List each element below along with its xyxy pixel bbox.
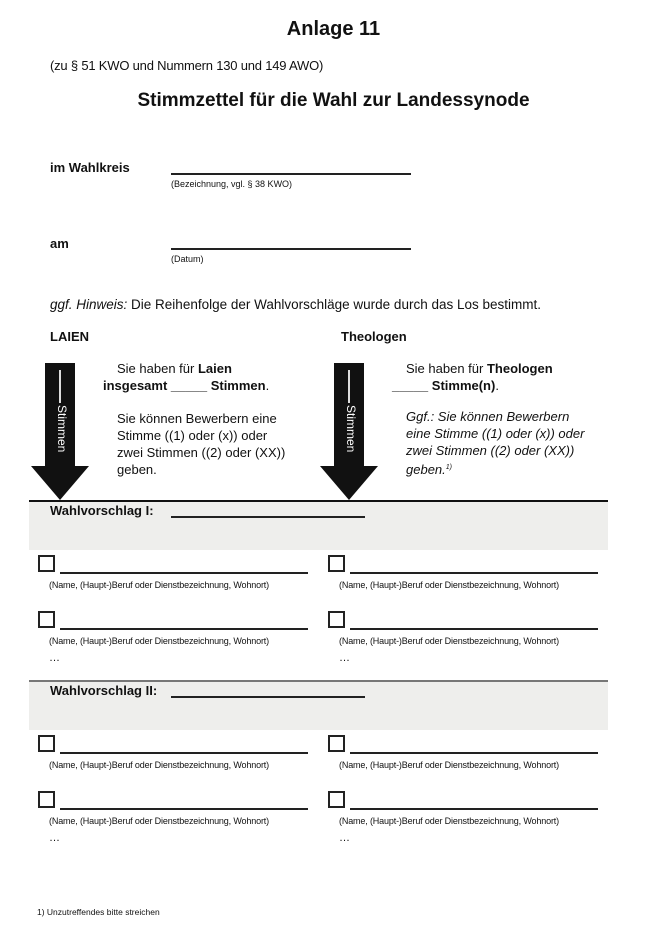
laien-instructions xyxy=(117,410,285,478)
laien-heading: LAIEN xyxy=(50,329,89,344)
theologen-arrow-label: Stimmen xyxy=(344,405,358,453)
theologen-line2-bold: Stimme(n) xyxy=(428,378,496,393)
candidate-row xyxy=(328,611,608,661)
theologen-line1-bold: Theologen xyxy=(486,361,553,376)
laien-line2-post: . xyxy=(265,378,270,393)
theologen-votes-line1 xyxy=(406,360,553,377)
candidate-row xyxy=(328,555,608,605)
laien-line2-bold: Stimmen xyxy=(207,378,266,393)
theologen-instr-line: Ggf.: Sie können Bewerbern xyxy=(406,409,570,424)
candidate-hint: (Name, (Haupt-)Beruf oder Dienstbezeichnung, Wohnort) xyxy=(339,636,559,646)
candidate-checkbox[interactable] xyxy=(38,611,55,628)
candidate-checkbox[interactable] xyxy=(38,735,55,752)
page-title: Anlage 11 xyxy=(286,18,381,40)
datum-hint: (Datum) xyxy=(171,254,204,264)
candidate-name-line[interactable] xyxy=(60,572,308,574)
candidate-name-line[interactable] xyxy=(60,628,308,630)
more-candidates-ellipsis: … xyxy=(339,832,351,844)
candidate-checkbox[interactable] xyxy=(328,611,345,628)
candidate-name-line[interactable] xyxy=(60,752,308,754)
more-candidates-ellipsis: … xyxy=(49,832,61,844)
candidate-hint: (Name, (Haupt-)Beruf oder Dienstbezeichnung, Wohnort) xyxy=(339,580,559,590)
wahlkreis-label: im Wahlkreis xyxy=(50,160,130,175)
candidate-row xyxy=(328,735,608,785)
theologen-instr-text: geben. xyxy=(406,462,446,477)
notice-text: Die Reihenfolge der Wahlvorschläge wurde durch das Los bestimmt. xyxy=(127,297,541,312)
order-notice xyxy=(50,297,541,312)
candidate-row xyxy=(38,555,318,605)
theologen-line2-post: . xyxy=(495,378,499,393)
laien-votes-blank[interactable] xyxy=(59,370,61,403)
footnote-marker: 1) xyxy=(445,464,452,471)
laien-line1-bold: Laien xyxy=(197,361,232,376)
ballot-title: Stimmzettel für die Wahl zur Landessynode xyxy=(137,90,530,111)
proposal-2-label: Wahlvorschlag II: xyxy=(50,683,158,698)
laien-instr-line: Sie können Bewerbern eine xyxy=(117,411,277,426)
laien-votes-count-blank[interactable]: _____ xyxy=(170,378,208,393)
proposal-1-name-line[interactable] xyxy=(171,516,365,518)
candidate-row xyxy=(38,735,318,785)
candidate-checkbox[interactable] xyxy=(38,791,55,808)
laien-instr-line: Stimme ((1) oder (x)) oder xyxy=(117,428,268,443)
theologen-votes-blank[interactable] xyxy=(348,370,350,403)
candidate-checkbox[interactable] xyxy=(328,791,345,808)
wahlkreis-hint: (Bezeichnung, vgl. § 38 KWO) xyxy=(171,179,293,189)
candidate-hint: (Name, (Haupt-)Beruf oder Dienstbezeichnung, Wohnort) xyxy=(49,816,269,826)
candidate-row xyxy=(38,791,318,841)
theologen-votes-count-blank[interactable]: _____ xyxy=(392,378,429,393)
candidate-name-line[interactable] xyxy=(350,752,598,754)
candidate-name-line[interactable] xyxy=(350,808,598,810)
theologen-instr-line: eine Stimme ((1) oder (x)) oder xyxy=(406,426,585,441)
laien-instr-line: zwei Stimmen ((2) oder (XX)) xyxy=(117,445,286,460)
proposal-2-name-line[interactable] xyxy=(171,696,365,698)
proposal-1-label: Wahlvorschlag I: xyxy=(50,503,154,518)
candidate-row xyxy=(328,791,608,841)
proposal-1-rule xyxy=(29,500,608,502)
theologen-instr-line-last xyxy=(406,459,584,478)
candidate-hint: (Name, (Haupt-)Beruf oder Dienstbezeichnung, Wohnort) xyxy=(49,760,269,770)
more-candidates-ellipsis: … xyxy=(339,652,351,664)
datum-input-line[interactable] xyxy=(171,248,411,250)
laien-instr-line: geben. xyxy=(117,462,157,477)
theologen-votes-line2 xyxy=(392,377,499,394)
candidate-checkbox[interactable] xyxy=(328,555,345,572)
laien-line2-text: insgesamt xyxy=(103,378,171,393)
theologen-line1-text: Sie haben für xyxy=(406,361,487,376)
candidate-checkbox[interactable] xyxy=(328,735,345,752)
candidate-row xyxy=(38,611,318,661)
candidate-name-line[interactable] xyxy=(350,572,598,574)
legal-reference: (zu § 51 KWO und Nummern 130 und 149 AWO) xyxy=(50,58,324,73)
candidate-hint: (Name, (Haupt-)Beruf oder Dienstbezeichnung, Wohnort) xyxy=(339,760,559,770)
wahlkreis-input-line[interactable] xyxy=(171,173,411,175)
laien-line1-text: Sie haben für xyxy=(117,361,198,376)
candidate-hint: (Name, (Haupt-)Beruf oder Dienstbezeichnung, Wohnort) xyxy=(339,816,559,826)
candidate-checkbox[interactable] xyxy=(38,555,55,572)
theologen-instructions xyxy=(406,408,584,478)
footnote: 1) Unzutreffendes bitte streichen xyxy=(37,907,160,917)
candidate-name-line[interactable] xyxy=(350,628,598,630)
laien-votes-line1 xyxy=(117,360,232,377)
theologen-instr-line: zwei Stimmen ((2) oder (XX)) xyxy=(406,443,575,458)
laien-votes-line2 xyxy=(103,377,269,394)
candidate-name-line[interactable] xyxy=(60,808,308,810)
more-candidates-ellipsis: … xyxy=(49,652,61,664)
laien-arrow-label: Stimmen xyxy=(55,405,69,453)
datum-label: am xyxy=(50,236,69,251)
candidate-hint: (Name, (Haupt-)Beruf oder Dienstbezeichnung, Wohnort) xyxy=(49,636,269,646)
candidate-hint: (Name, (Haupt-)Beruf oder Dienstbezeichnung, Wohnort) xyxy=(49,580,269,590)
theologen-heading: Theologen xyxy=(341,329,407,344)
proposal-2-rule xyxy=(29,680,608,682)
notice-prefix: ggf. Hinweis: xyxy=(50,297,128,312)
